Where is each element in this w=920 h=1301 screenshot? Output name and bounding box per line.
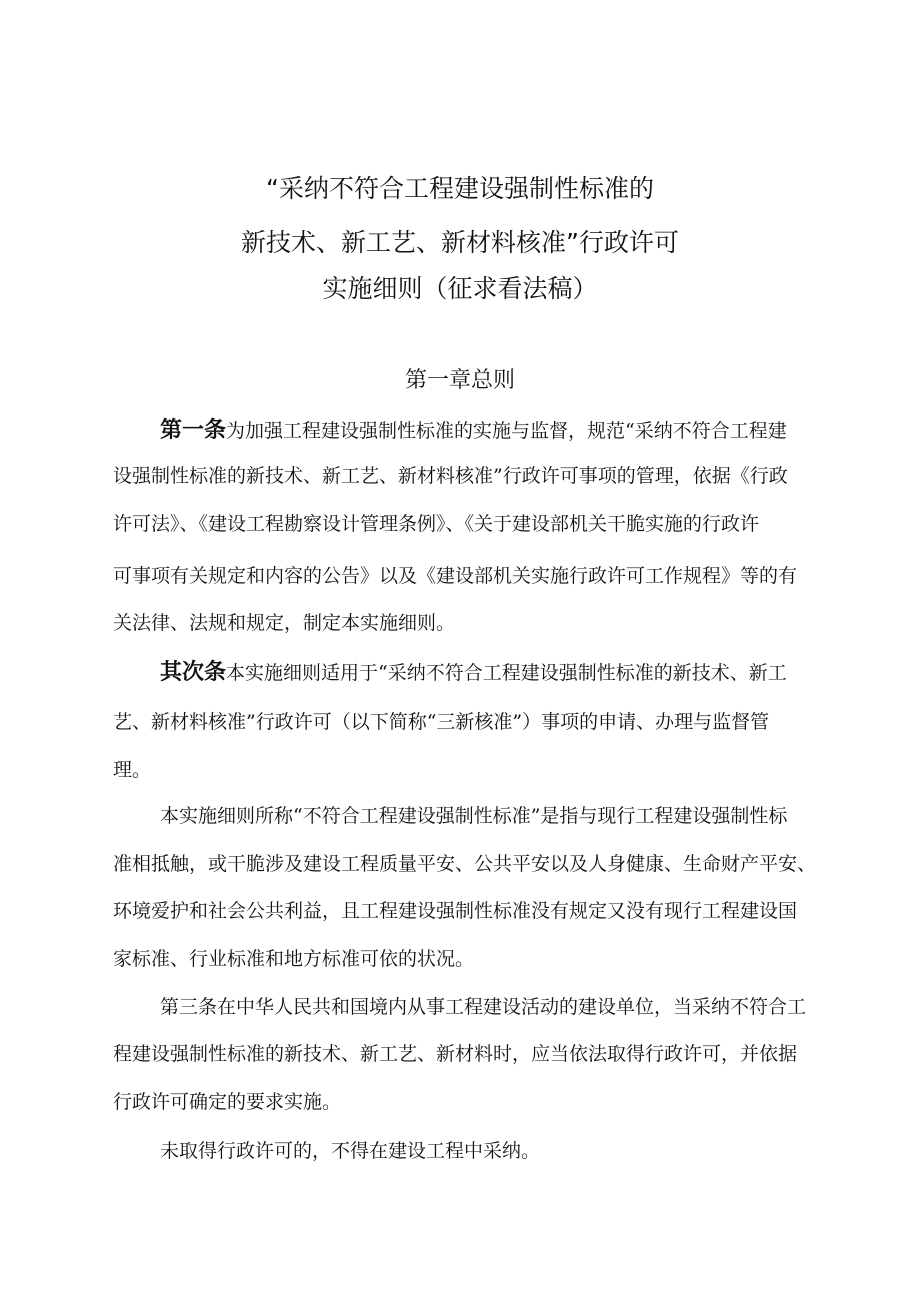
paragraph-line: 环境爱护和社会公共利益，且工程建设强制性标准没有规定又没有现行工程建设国: [113, 900, 798, 922]
article-2-heading: 其次条: [160, 660, 227, 685]
article-1-line: 为加强工程建设强制性标准的实施与监督，规范“采纳不符合工程建: [226, 420, 787, 442]
article-3-line: 第三条在中华人民共和国境内从事工程建设活动的建设单位，当采纳不符合工: [160, 996, 807, 1018]
document-title-line-3: 实施细则（征求看法稿）: [322, 274, 598, 303]
article-2-line: 理。: [113, 759, 152, 781]
article-2-line: 本实施细则适用于“采纳不符合工程建设强制性标准的新技术、新工: [226, 662, 787, 684]
article-1-first-line: [160, 417, 787, 445]
article-2-first-line: [160, 659, 787, 687]
article-1-line: 可事项有关规定和内容的公告》以及《建设部机关实施行政许可工作规程》等的有: [113, 565, 798, 587]
paragraph-line: 家标准、行业标准和地方标准可依的状况。: [113, 948, 475, 970]
article-1-heading: 第一条: [160, 418, 227, 443]
article-1-line: 关法律、法规和规定，制定本实施细则。: [113, 612, 456, 634]
article-3-line: 行政许可确定的要求实施。: [113, 1091, 342, 1113]
article-2-line: 艺、新材料核准”行政许可（以下简称“三新核准”）事项的申请、办理与监督管: [113, 711, 770, 733]
document-title-line-1: “采纳不符合工程建设强制性标准的: [266, 174, 654, 203]
paragraph-line: 本实施细则所称“不符合工程建设强制性标准”是指与现行工程建设强制性标: [160, 805, 788, 827]
article-3-line: 程建设强制性标准的新技术、新工艺、新材料时，应当依法取得行政许可，并依据: [113, 1043, 798, 1065]
paragraph-line: 未取得行政许可的，不得在建设工程中采纳。: [160, 1140, 541, 1162]
chapter-heading: 第一章总则: [404, 368, 515, 393]
paragraph-line: 准相抵触，或干脆涉及建设工程质量平安、公共平安以及人身健康、生命财产平安、: [113, 853, 817, 875]
article-1-line: 设强制性标准的新技术、新工艺、新材料核准”行政许可事项的管理，依据《行政: [113, 465, 788, 487]
document-title-line-2: 新技术、新工艺、新材料核准”行政许可: [241, 228, 679, 257]
article-1-line: 许可法》、《建设工程勘察设计管理条例》、《关于建设部机关干脆实施的行政许: [113, 513, 760, 535]
